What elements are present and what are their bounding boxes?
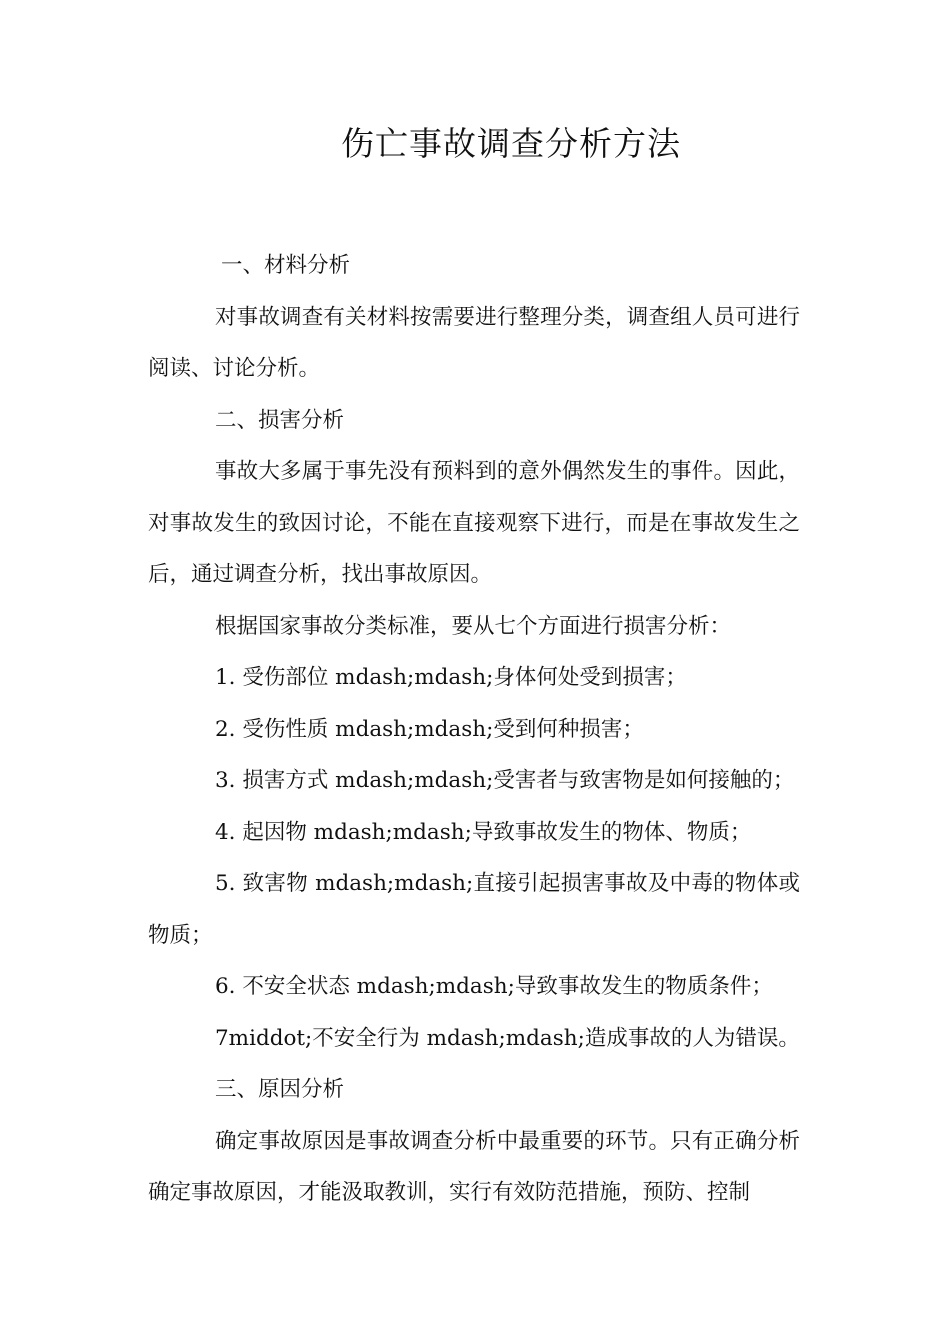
section-heading-materials: 一、材料分析 (221, 253, 351, 278)
list-item: 7middot;不安全行为 mdash;mdash;造成事故的人为错误。 (215, 1025, 800, 1051)
paragraph-materials: 对事故调查有关材料按需要进行整理分类，调查组人员可进行阅读、讨论分析。 (148, 304, 800, 381)
list-item: 5. 致害物 mdash;mdash;直接引起损害事故及中毒的物体或物质； (148, 871, 800, 948)
list-item: 4. 起因物 mdash;mdash;导致事故发生的物体、物质； (215, 819, 752, 845)
document-title: 伤亡事故调查分析方法 (341, 124, 681, 163)
section-heading-damage: 二、损害分析 (215, 407, 345, 433)
list-item: 6. 不安全状态 mdash;mdash;导致事故发生的物质条件； (215, 974, 773, 999)
paragraph-cause: 确定事故原因是事故调查分析中最重要的环节。只有正确分析确定事故原因，才能汲取教训，实行有效防范措施，预防、控制 (148, 1128, 800, 1205)
list-item: 3. 损害方式 mdash;mdash;受害者与致害物是如何接触的； (215, 768, 795, 793)
paragraph-damage-standard: 根据国家事故分类标准，要从七个方面进行损害分析： (215, 613, 732, 639)
section-heading-cause: 三、原因分析 (215, 1077, 345, 1102)
list-item: 1. 受伤部位 mdash;mdash;身体何处受到损害； (215, 665, 687, 690)
paragraph-damage-intro: 事故大多属于事先没有预料到的意外偶然发生的事件。因此，对事故发生的致因讨论，不能在直接观察下进行，而是在事故发生之后，通过调查分析，找出事故原因。 (148, 459, 800, 587)
document-body (148, 240, 800, 1219)
list-item: 2. 受伤性质 mdash;mdash;受到何种损害； (215, 716, 644, 742)
